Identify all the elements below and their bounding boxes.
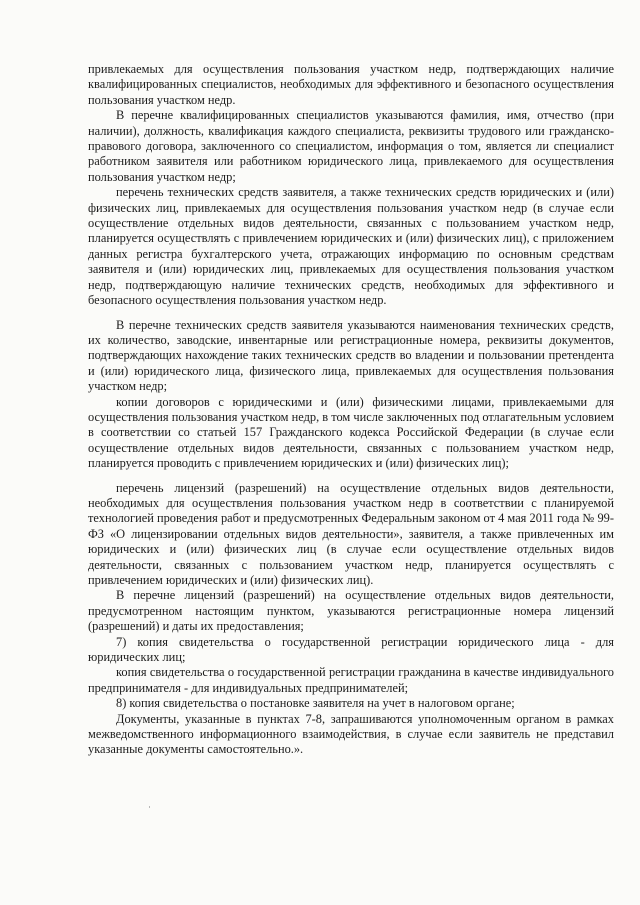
- scan-speck: [149, 806, 150, 808]
- paragraph-contract-copies: копии договоров с юридическими и (или) физическими лицами, привлекаемыми для осуществления пользования участком недр, в том числе заключенных под отлагательным условием в соответствии со статьей 157 Гражданского кодекса Российской Федерации (в случае если осуществление отдельных видов деятельности, связанных с пользованием участком недр, планируется проводить с привлечением юридических и (или) физических лиц);: [88, 394, 615, 471]
- paragraph-licenses-list: В перечне лицензий (разрешений) на осуществление отдельных видов деятельности, предусмотренном настоящим пунктом, указываются регистрационные номера лицензий (разрешений) и даты их предоставления;: [88, 588, 614, 634]
- paragraph-licenses: перечень лицензий (разрешений) на осуществление отдельных видов деятельности, необходимых для осуществления пользования участком недр в соответствии с планируемой технологией проведения работ и предусмотренных Федеральным законом от 4 мая 2011 года № 99-ФЗ «О лицензировании отдельных видов деятельности», заявителя, а также привлеченных им юридических и (или) физических лиц (в случае если осуществление отдельных видов деятельности, связанных с пользованием участком недр, планируется осуществлять с привлечением юридических и (или) физических лиц).: [88, 480, 614, 587]
- paragraph-documents-request: Документы, указанные в пунктах 7-8, запрашиваются уполномоченным органом в рамках межведомственного информационного взаимодействия, в случае если заявитель не представил указанные документы самостоятельно.».: [88, 711, 614, 757]
- paragraph-technical-means: перечень технических средств заявителя, а также технических средств юридических и (или) физических лиц, привлекаемых для осуществления пользования участком недр (в случае если осуществление отдельных видов деятельности, связанных с пользованием участком недр, планируется осуществлять с привлечением юридических и (или) физических лиц), с приложением данных регистра бухгалтерского учета, отражающих информацию по основным средствам заявителя и (или) юридических лиц, привлекаемых для осуществления пользования участком недр, подтверждающую наличие технических средств, необходимых для эффективного и безопасного осуществления пользования участком недр.: [88, 185, 614, 308]
- paragraph-continuation: привлекаемых для осуществления пользования участком недр, подтверждающих наличие квалифицированных специалистов, необходимых для эффективного и безопасного осуществления пользования участком недр.: [88, 62, 614, 107]
- paragraph-item-7: 7) копия свидетельства о государственной регистрации юридического лица - для юридических лиц;: [88, 634, 614, 665]
- document-body: [88, 62, 614, 758]
- paragraph-item-8: 8) копия свидетельства о постановке заявителя на учет в налоговом органе;: [116, 696, 515, 711]
- paragraph-item-7-entrepreneur: копия свидетельства о государственной регистрации гражданина в качестве индивидуального предпринимателя - для индивидуальных предпринимателей;: [88, 665, 614, 695]
- paragraph-specialists-list: В перечне квалифицированных специалистов указываются фамилия, имя, отчество (при наличии), должность, квалификация каждого специалиста, реквизиты трудового или гражданско-правового договора, заключенного со специалистом, информация о том, является ли специалист работником заявителя или работником юридического лица, привлекаемого для осуществления пользования участком недр;: [88, 108, 614, 184]
- paragraph-technical-means-list: В перечне технических средств заявителя указываются наименования технических средств, их количество, заводские, инвентарные или регистрационные номера, реквизиты документов, подтверждающих нахождение таких технических средств во владении и пользовании претендента и (или) юридического лица, физического лица, привлекаемых для осуществления пользования участком недр;: [88, 317, 614, 394]
